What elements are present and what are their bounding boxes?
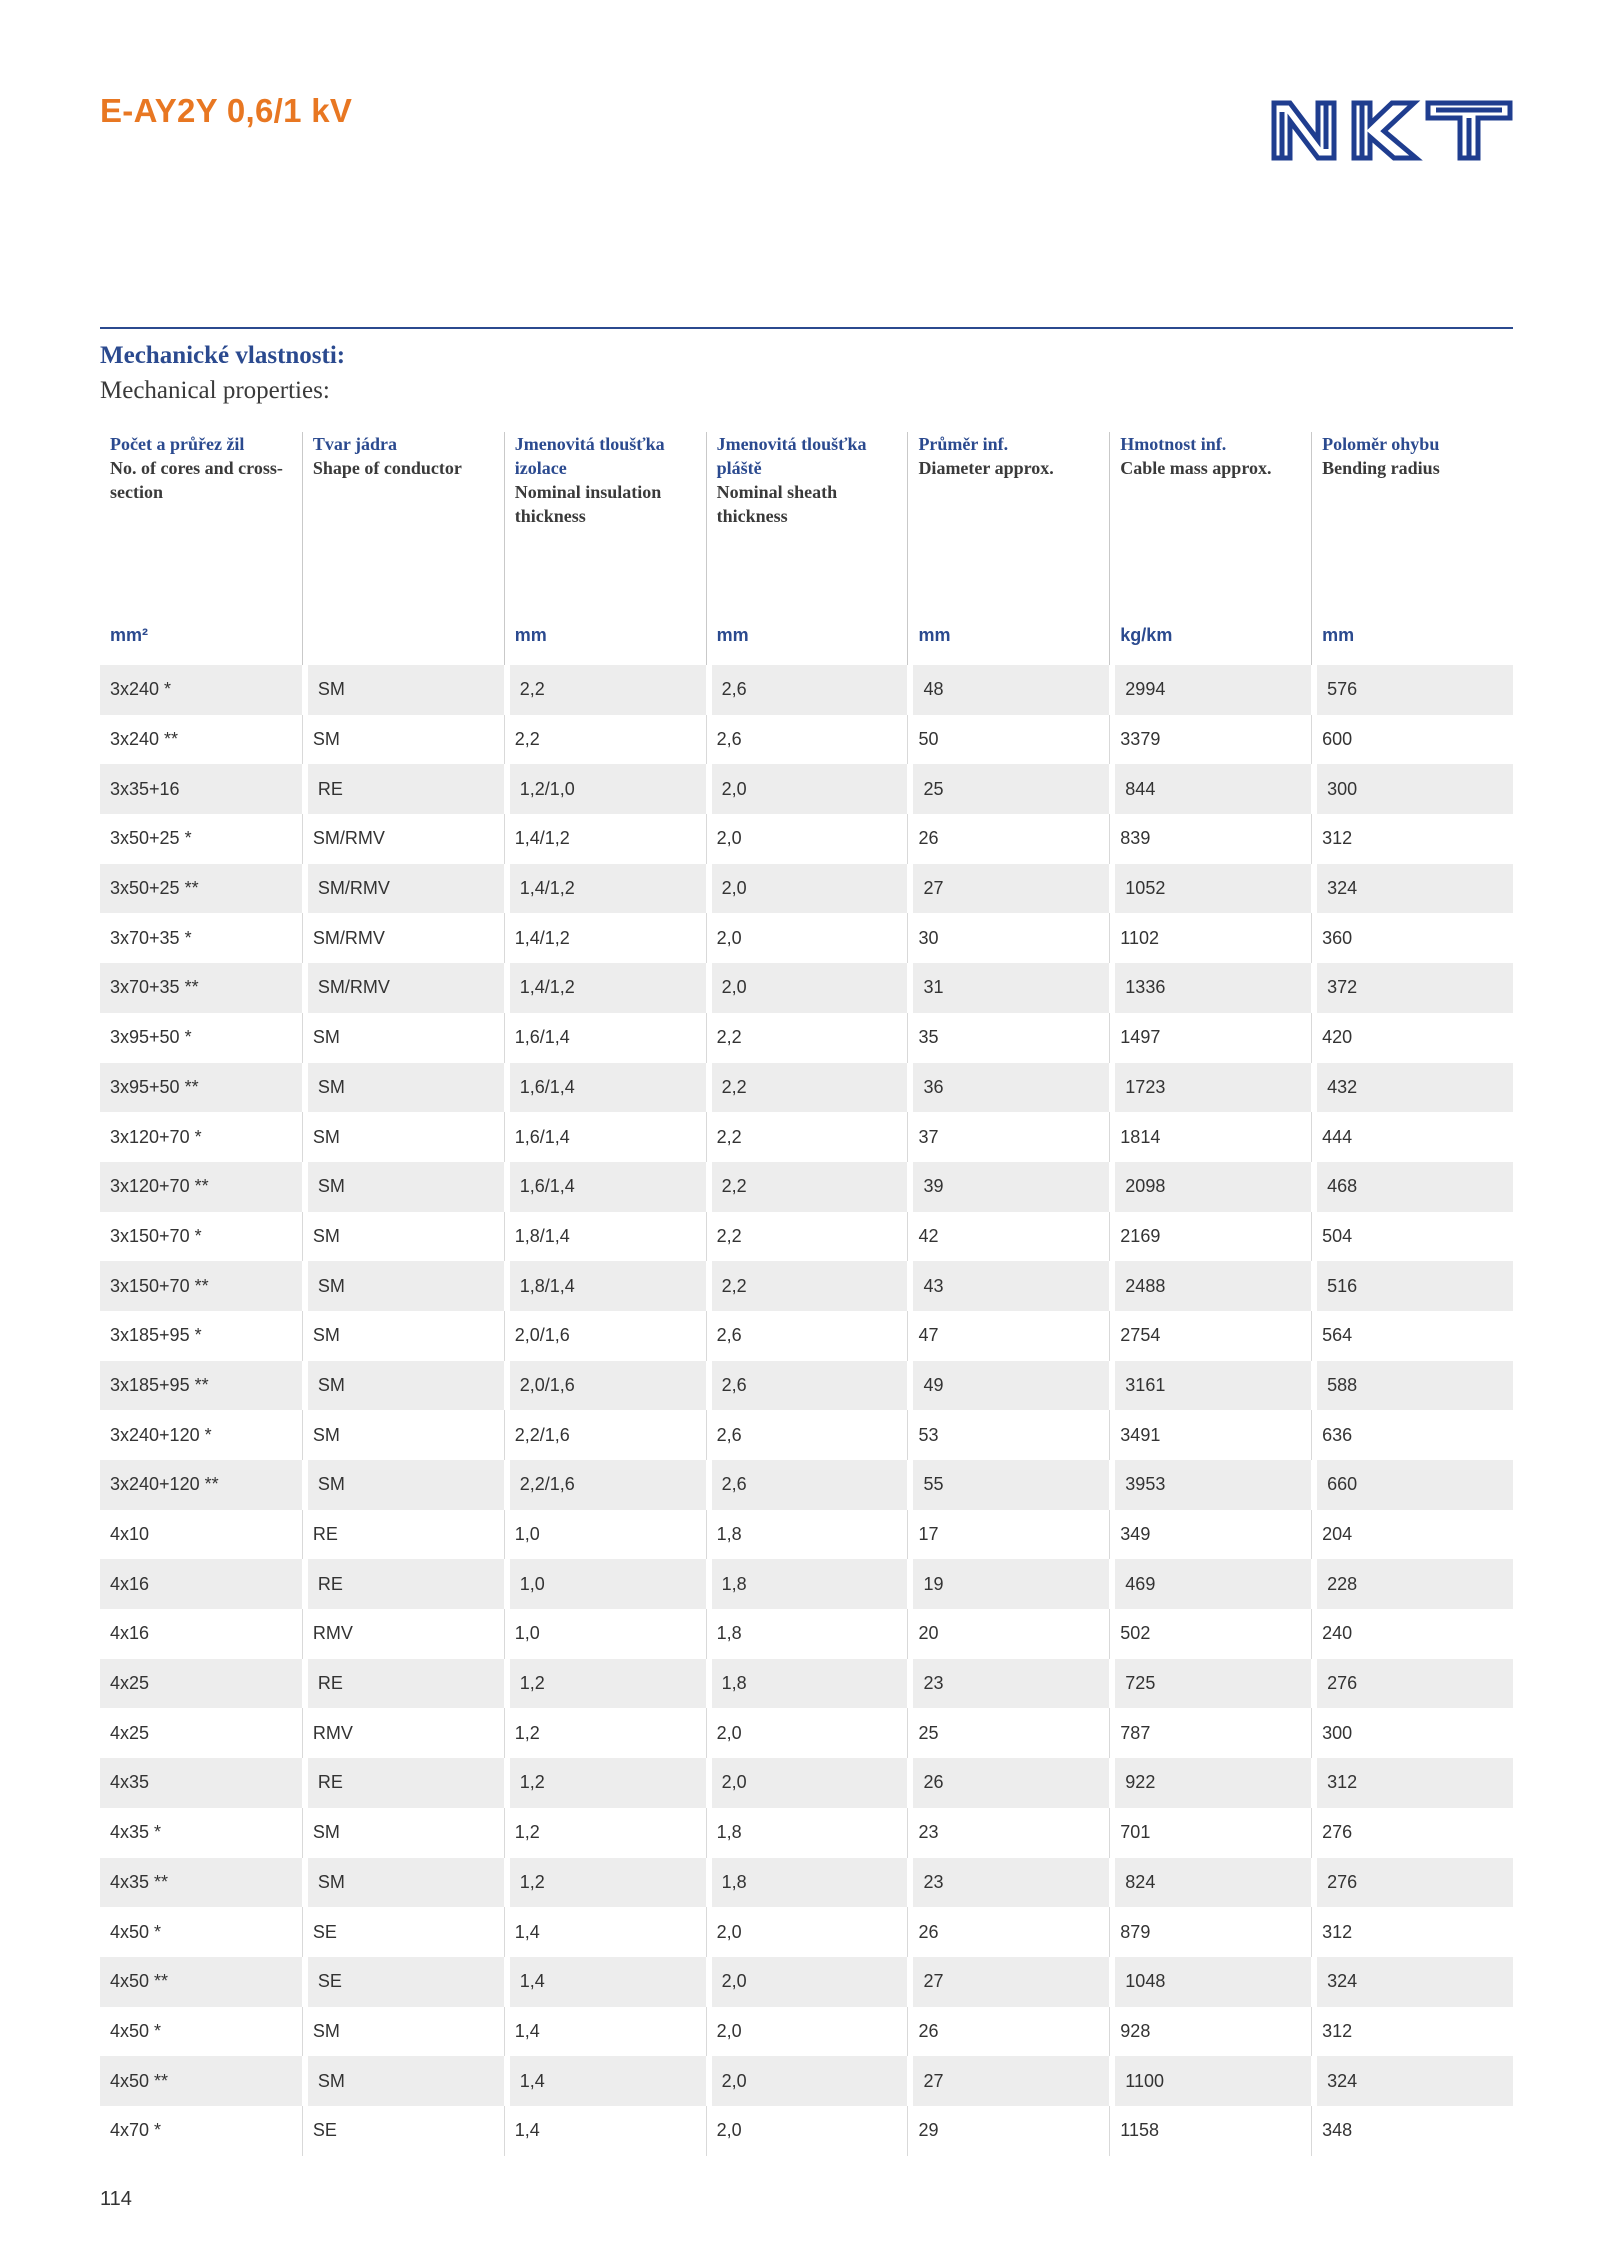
- cell-sheath-thickness: 2,2: [706, 1162, 908, 1212]
- cell-sheath-thickness: 2,2: [706, 1212, 908, 1262]
- cell-sheath-thickness: 2,2: [706, 1013, 908, 1063]
- cell-bending-radius: 276: [1311, 1659, 1513, 1709]
- cell-cable-mass: 844: [1109, 764, 1311, 814]
- cell-cross-section: 4x70 *: [100, 2106, 302, 2156]
- column-header-czech: Hmotnost inf.: [1120, 434, 1227, 454]
- table-row: [100, 963, 1513, 1013]
- cell-cable-mass: 2994: [1109, 665, 1311, 715]
- column-unit: mm: [918, 625, 951, 645]
- cell-bending-radius: 468: [1311, 1162, 1513, 1212]
- table-row: [100, 814, 1513, 864]
- cell-conductor-shape: RMV: [302, 1708, 504, 1758]
- cell-conductor-shape: SM: [302, 1858, 504, 1908]
- cell-bending-radius: 300: [1311, 1708, 1513, 1758]
- cell-conductor-shape: SE: [302, 1957, 504, 2007]
- table-row: [100, 1758, 1513, 1808]
- section-title-english: Mechanical properties:: [100, 377, 330, 404]
- cell-sheath-thickness: 2,6: [706, 1311, 908, 1361]
- column-unit: mm: [514, 625, 547, 645]
- cell-bending-radius: 324: [1311, 2056, 1513, 2106]
- cell-insulation-thickness: 1,4: [504, 1957, 706, 2007]
- table-row: [100, 1907, 1513, 1957]
- cell-insulation-thickness: 1,2: [504, 1808, 706, 1858]
- cell-bending-radius: 444: [1311, 1112, 1513, 1162]
- cell-diameter: 26: [907, 814, 1109, 864]
- cell-diameter: 43: [907, 1261, 1109, 1311]
- column-header-english: Nominal sheath thickness: [716, 482, 838, 526]
- cell-bending-radius: 312: [1311, 1758, 1513, 1808]
- cell-cable-mass: 725: [1109, 1659, 1311, 1709]
- cell-cross-section: 3x240 *: [100, 665, 302, 715]
- cell-cable-mass: 3379: [1109, 715, 1311, 765]
- table-row: [100, 1659, 1513, 1709]
- cell-diameter: 37: [907, 1112, 1109, 1162]
- cell-bending-radius: 420: [1311, 1013, 1513, 1063]
- cell-diameter: 29: [907, 2106, 1109, 2156]
- cell-insulation-thickness: 1,0: [504, 1510, 706, 1560]
- cell-diameter: 25: [907, 1708, 1109, 1758]
- cell-bending-radius: 312: [1311, 2007, 1513, 2057]
- cell-diameter: 26: [907, 1907, 1109, 1957]
- cell-sheath-thickness: 2,2: [706, 1063, 908, 1113]
- cell-cross-section: 4x16: [100, 1609, 302, 1659]
- cell-cable-mass: 879: [1109, 1907, 1311, 1957]
- cell-cable-mass: 1102: [1109, 913, 1311, 963]
- cell-sheath-thickness: 2,0: [706, 764, 908, 814]
- cell-diameter: 27: [907, 864, 1109, 914]
- table-body: [100, 665, 1513, 2156]
- table-row: [100, 1063, 1513, 1113]
- column-header-cable-mass: [1109, 432, 1311, 665]
- cell-sheath-thickness: 2,2: [706, 1112, 908, 1162]
- cell-cross-section: 4x10: [100, 1510, 302, 1560]
- cell-diameter: 25: [907, 764, 1109, 814]
- column-header-english: Nominal insulation thickness: [514, 482, 662, 526]
- cell-cable-mass: 502: [1109, 1609, 1311, 1659]
- cell-cable-mass: 701: [1109, 1808, 1311, 1858]
- table-row: [100, 665, 1513, 715]
- cell-cable-mass: 1048: [1109, 1957, 1311, 2007]
- table-row: [100, 1460, 1513, 1510]
- cell-diameter: 26: [907, 2007, 1109, 2057]
- cell-diameter: 39: [907, 1162, 1109, 1212]
- cell-cross-section: 3x185+95 *: [100, 1311, 302, 1361]
- table-header-row: [100, 432, 1513, 665]
- cell-insulation-thickness: 1,4: [504, 2007, 706, 2057]
- cell-diameter: 23: [907, 1659, 1109, 1709]
- cell-insulation-thickness: 1,2: [504, 1708, 706, 1758]
- table-row: [100, 1510, 1513, 1560]
- table-row: [100, 1410, 1513, 1460]
- cell-insulation-thickness: 1,2: [504, 1659, 706, 1709]
- cell-insulation-thickness: 2,2/1,6: [504, 1410, 706, 1460]
- cell-conductor-shape: SM: [302, 1013, 504, 1063]
- cell-conductor-shape: SE: [302, 2106, 504, 2156]
- column-header-czech: Tvar jádra: [312, 434, 398, 454]
- cell-diameter: 35: [907, 1013, 1109, 1063]
- cell-sheath-thickness: 2,0: [706, 814, 908, 864]
- column-header-czech: Poloměr ohybu: [1322, 434, 1440, 454]
- cell-sheath-thickness: 2,0: [706, 1957, 908, 2007]
- cell-insulation-thickness: 1,4/1,2: [504, 814, 706, 864]
- table-row: [100, 1858, 1513, 1908]
- cell-cross-section: 3x240+120 *: [100, 1410, 302, 1460]
- table-row: [100, 2007, 1513, 2057]
- cell-sheath-thickness: 2,0: [706, 1907, 908, 1957]
- table-row: [100, 764, 1513, 814]
- cell-cable-mass: 1100: [1109, 2056, 1311, 2106]
- cell-insulation-thickness: 1,6/1,4: [504, 1063, 706, 1113]
- cell-insulation-thickness: 2,2/1,6: [504, 1460, 706, 1510]
- table-row: [100, 1957, 1513, 2007]
- column-header-english: Diameter approx.: [918, 458, 1054, 478]
- cell-diameter: 47: [907, 1311, 1109, 1361]
- cell-conductor-shape: SM: [302, 2007, 504, 2057]
- cell-cross-section: 3x185+95 **: [100, 1361, 302, 1411]
- cell-cable-mass: 1497: [1109, 1013, 1311, 1063]
- cell-conductor-shape: SM: [302, 1063, 504, 1113]
- cell-conductor-shape: RE: [302, 764, 504, 814]
- table-row: [100, 1261, 1513, 1311]
- cell-bending-radius: 228: [1311, 1559, 1513, 1609]
- page-number: 114: [100, 2188, 132, 2210]
- cell-insulation-thickness: 2,2: [504, 715, 706, 765]
- cell-conductor-shape: SM: [302, 1311, 504, 1361]
- cell-conductor-shape: SM/RMV: [302, 913, 504, 963]
- column-unit: mm: [716, 625, 749, 645]
- cell-sheath-thickness: 1,8: [706, 1510, 908, 1560]
- cell-sheath-thickness: 2,6: [706, 1361, 908, 1411]
- cell-sheath-thickness: 1,8: [706, 1659, 908, 1709]
- cell-cable-mass: 787: [1109, 1708, 1311, 1758]
- cell-conductor-shape: RE: [302, 1758, 504, 1808]
- column-header-diameter: [907, 432, 1109, 665]
- cell-insulation-thickness: 1,0: [504, 1559, 706, 1609]
- table-row: [100, 1708, 1513, 1758]
- cell-cross-section: 4x50 *: [100, 2007, 302, 2057]
- cell-conductor-shape: SM: [302, 665, 504, 715]
- cell-diameter: 27: [907, 1957, 1109, 2007]
- column-header-conductor-shape: [302, 432, 504, 665]
- cell-cross-section: 3x35+16: [100, 764, 302, 814]
- cell-cable-mass: 2754: [1109, 1311, 1311, 1361]
- column-unit: kg/km: [1120, 625, 1173, 645]
- cell-insulation-thickness: 1,4: [504, 1907, 706, 1957]
- cell-bending-radius: 576: [1311, 665, 1513, 715]
- cell-cross-section: 4x16: [100, 1559, 302, 1609]
- cell-insulation-thickness: 1,4/1,2: [504, 864, 706, 914]
- cell-conductor-shape: SM: [302, 1460, 504, 1510]
- table-row: [100, 1361, 1513, 1411]
- cell-insulation-thickness: 1,6/1,4: [504, 1162, 706, 1212]
- table-row: [100, 1808, 1513, 1858]
- cell-bending-radius: 300: [1311, 764, 1513, 814]
- cell-diameter: 30: [907, 913, 1109, 963]
- cell-conductor-shape: SM: [302, 1808, 504, 1858]
- column-header-bending-radius: [1311, 432, 1513, 665]
- cell-bending-radius: 204: [1311, 1510, 1513, 1560]
- cell-sheath-thickness: 2,0: [706, 963, 908, 1013]
- cell-bending-radius: 372: [1311, 963, 1513, 1013]
- table-row: [100, 1212, 1513, 1262]
- cell-insulation-thickness: 1,2: [504, 1858, 706, 1908]
- cell-cable-mass: 1158: [1109, 2106, 1311, 2156]
- cell-insulation-thickness: 1,2/1,0: [504, 764, 706, 814]
- cell-sheath-thickness: 2,0: [706, 864, 908, 914]
- cell-insulation-thickness: 1,4: [504, 2106, 706, 2156]
- cell-sheath-thickness: 2,0: [706, 2056, 908, 2106]
- cell-bending-radius: 564: [1311, 1311, 1513, 1361]
- cell-conductor-shape: SM: [302, 2056, 504, 2106]
- cell-insulation-thickness: 1,6/1,4: [504, 1112, 706, 1162]
- cell-insulation-thickness: 1,4: [504, 2056, 706, 2106]
- cell-sheath-thickness: 2,2: [706, 1261, 908, 1311]
- cell-conductor-shape: SE: [302, 1907, 504, 1957]
- column-header-cross-section: [100, 432, 302, 665]
- cell-bending-radius: 504: [1311, 1212, 1513, 1262]
- cell-conductor-shape: SM: [302, 1261, 504, 1311]
- cell-bending-radius: 432: [1311, 1063, 1513, 1113]
- cell-diameter: 49: [907, 1361, 1109, 1411]
- cell-cable-mass: 1814: [1109, 1112, 1311, 1162]
- section-divider: [100, 327, 1513, 329]
- cell-cross-section: 3x95+50 *: [100, 1013, 302, 1063]
- cell-bending-radius: 348: [1311, 2106, 1513, 2156]
- column-header-english: No. of cores and cross-section: [110, 458, 283, 502]
- cell-conductor-shape: SM: [302, 715, 504, 765]
- cell-conductor-shape: SM: [302, 1410, 504, 1460]
- table-row: [100, 2106, 1513, 2156]
- cell-cross-section: 4x35: [100, 1758, 302, 1808]
- column-header-insulation-thickness: [504, 432, 706, 665]
- cell-diameter: 53: [907, 1410, 1109, 1460]
- column-header-czech: Průměr inf.: [918, 434, 1009, 454]
- cell-bending-radius: 312: [1311, 1907, 1513, 1957]
- cell-cross-section: 4x35 **: [100, 1858, 302, 1908]
- cell-cable-mass: 3491: [1109, 1410, 1311, 1460]
- cell-diameter: 20: [907, 1609, 1109, 1659]
- cell-cross-section: 4x25: [100, 1708, 302, 1758]
- cell-diameter: 17: [907, 1510, 1109, 1560]
- cell-bending-radius: 276: [1311, 1858, 1513, 1908]
- table-row: [100, 1609, 1513, 1659]
- column-header-english: Bending radius: [1322, 458, 1440, 478]
- cell-cross-section: 4x50 **: [100, 1957, 302, 2007]
- cell-cross-section: 3x50+25 *: [100, 814, 302, 864]
- column-unit: mm: [1322, 625, 1355, 645]
- cell-conductor-shape: SM: [302, 1361, 504, 1411]
- cell-cable-mass: 349: [1109, 1510, 1311, 1560]
- cell-sheath-thickness: 2,6: [706, 715, 908, 765]
- cell-conductor-shape: SM/RMV: [302, 814, 504, 864]
- cell-cable-mass: 3953: [1109, 1460, 1311, 1510]
- nkt-logo: [1268, 98, 1514, 162]
- cell-cross-section: 3x150+70 *: [100, 1212, 302, 1262]
- cell-conductor-shape: SM/RMV: [302, 963, 504, 1013]
- cell-bending-radius: 516: [1311, 1261, 1513, 1311]
- cell-cable-mass: 2488: [1109, 1261, 1311, 1311]
- cell-insulation-thickness: 1,8/1,4: [504, 1212, 706, 1262]
- cell-bending-radius: 324: [1311, 1957, 1513, 2007]
- cell-cable-mass: 469: [1109, 1559, 1311, 1609]
- cell-bending-radius: 660: [1311, 1460, 1513, 1510]
- cell-cable-mass: 1052: [1109, 864, 1311, 914]
- cell-cable-mass: 1336: [1109, 963, 1311, 1013]
- section-title-czech: Mechanické vlastnosti:: [100, 342, 346, 369]
- cell-sheath-thickness: 2,0: [706, 2106, 908, 2156]
- cell-sheath-thickness: 1,8: [706, 1559, 908, 1609]
- cell-cable-mass: 1723: [1109, 1063, 1311, 1113]
- cell-sheath-thickness: 1,8: [706, 1609, 908, 1659]
- cell-insulation-thickness: 1,4/1,2: [504, 963, 706, 1013]
- cell-diameter: 42: [907, 1212, 1109, 1262]
- cell-cross-section: 3x70+35 **: [100, 963, 302, 1013]
- cell-sheath-thickness: 2,0: [706, 2007, 908, 2057]
- table-row: [100, 913, 1513, 963]
- cell-diameter: 31: [907, 963, 1109, 1013]
- table-row: [100, 1112, 1513, 1162]
- cell-sheath-thickness: 1,8: [706, 1808, 908, 1858]
- column-header-english: Shape of conductor: [312, 458, 462, 478]
- cell-insulation-thickness: 1,0: [504, 1609, 706, 1659]
- table-row: [100, 1559, 1513, 1609]
- cell-diameter: 50: [907, 715, 1109, 765]
- cell-diameter: 36: [907, 1063, 1109, 1113]
- cell-cable-mass: 2169: [1109, 1212, 1311, 1262]
- table-row: [100, 715, 1513, 765]
- cell-insulation-thickness: 2,0/1,6: [504, 1311, 706, 1361]
- cell-cross-section: 3x240+120 **: [100, 1460, 302, 1510]
- cell-diameter: 48: [907, 665, 1109, 715]
- cell-cable-mass: 839: [1109, 814, 1311, 864]
- cell-cable-mass: 922: [1109, 1758, 1311, 1808]
- cell-insulation-thickness: 1,4/1,2: [504, 913, 706, 963]
- cell-cross-section: 3x95+50 **: [100, 1063, 302, 1113]
- column-header-czech: Počet a průřez žil: [110, 434, 245, 454]
- cell-conductor-shape: SM: [302, 1212, 504, 1262]
- cell-sheath-thickness: 2,6: [706, 1410, 908, 1460]
- cell-cable-mass: 3161: [1109, 1361, 1311, 1411]
- cell-diameter: 55: [907, 1460, 1109, 1510]
- cell-conductor-shape: SM/RMV: [302, 864, 504, 914]
- cell-insulation-thickness: 1,2: [504, 1758, 706, 1808]
- cell-cable-mass: 2098: [1109, 1162, 1311, 1212]
- cell-cable-mass: 824: [1109, 1858, 1311, 1908]
- column-unit: mm²: [110, 625, 149, 645]
- table-row: [100, 1013, 1513, 1063]
- cell-sheath-thickness: 2,6: [706, 1460, 908, 1510]
- cell-conductor-shape: RMV: [302, 1609, 504, 1659]
- cell-bending-radius: 324: [1311, 864, 1513, 914]
- cell-cross-section: 4x35 *: [100, 1808, 302, 1858]
- cell-conductor-shape: RE: [302, 1510, 504, 1560]
- cell-diameter: 23: [907, 1858, 1109, 1908]
- column-header-english: Cable mass approx.: [1120, 458, 1272, 478]
- cell-cross-section: 3x120+70 *: [100, 1112, 302, 1162]
- cell-sheath-thickness: 2,0: [706, 1708, 908, 1758]
- cell-bending-radius: 276: [1311, 1808, 1513, 1858]
- cell-cross-section: 4x50 *: [100, 1907, 302, 1957]
- cell-bending-radius: 636: [1311, 1410, 1513, 1460]
- cell-diameter: 23: [907, 1808, 1109, 1858]
- cell-bending-radius: 240: [1311, 1609, 1513, 1659]
- cell-insulation-thickness: 2,2: [504, 665, 706, 715]
- cell-bending-radius: 360: [1311, 913, 1513, 963]
- document-title: E-AY2Y 0,6/1 kV: [100, 92, 353, 129]
- cell-diameter: 19: [907, 1559, 1109, 1609]
- table-row: [100, 1311, 1513, 1361]
- cell-insulation-thickness: 1,8/1,4: [504, 1261, 706, 1311]
- cell-insulation-thickness: 1,6/1,4: [504, 1013, 706, 1063]
- cell-conductor-shape: RE: [302, 1559, 504, 1609]
- cell-cross-section: 4x25: [100, 1659, 302, 1709]
- column-header-czech: Jmenovitá tloušťka pláště: [716, 434, 867, 478]
- cell-conductor-shape: RE: [302, 1659, 504, 1709]
- table-row: [100, 1162, 1513, 1212]
- cell-cross-section: 3x150+70 **: [100, 1261, 302, 1311]
- cell-cross-section: 3x120+70 **: [100, 1162, 302, 1212]
- cell-sheath-thickness: 2,6: [706, 665, 908, 715]
- cell-conductor-shape: SM: [302, 1162, 504, 1212]
- cell-sheath-thickness: 2,0: [706, 913, 908, 963]
- cell-cross-section: 4x50 **: [100, 2056, 302, 2106]
- cell-cross-section: 3x70+35 *: [100, 913, 302, 963]
- table-row: [100, 864, 1513, 914]
- cell-conductor-shape: SM: [302, 1112, 504, 1162]
- column-header-sheath-thickness: [706, 432, 908, 665]
- cell-diameter: 26: [907, 1758, 1109, 1808]
- cell-bending-radius: 588: [1311, 1361, 1513, 1411]
- cell-diameter: 27: [907, 2056, 1109, 2106]
- cell-sheath-thickness: 1,8: [706, 1858, 908, 1908]
- table-row: [100, 2056, 1513, 2106]
- cell-cross-section: 3x50+25 **: [100, 864, 302, 914]
- column-header-czech: Jmenovitá tloušťka izolace: [514, 434, 665, 478]
- cell-sheath-thickness: 2,0: [706, 1758, 908, 1808]
- cell-bending-radius: 600: [1311, 715, 1513, 765]
- cell-cross-section: 3x240 **: [100, 715, 302, 765]
- mechanical-properties-table: [100, 432, 1513, 2156]
- cell-insulation-thickness: 2,0/1,6: [504, 1361, 706, 1411]
- cell-bending-radius: 312: [1311, 814, 1513, 864]
- cell-cable-mass: 928: [1109, 2007, 1311, 2057]
